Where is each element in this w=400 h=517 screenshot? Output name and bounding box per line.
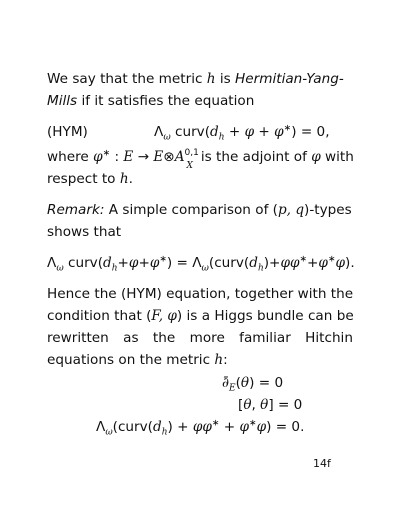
hym-equation: $\Lambda_\omega$ $curv(d_h + \varphi + \varphi^∗) = 0$,	[154, 123, 330, 143]
adjoint-line-1: where φ∗ : E → E⊗A 0,1 X is the adjoint of φ with	[47, 148, 354, 171]
definition-line-1: We say that the metric h is Hermitian-Yang-	[47, 71, 344, 87]
hitchin-equation-1: $\partial̄_E(\theta) = 0$	[222, 375, 284, 394]
adjoint-line-2: respect to h.	[47, 171, 133, 187]
remark-line-1: Remark: A simple comparison of (p, q)-types	[47, 202, 352, 218]
definition-line-2: Mills if it satisfies the equation	[47, 93, 255, 109]
hence-line-3: rewritten as the more familiar Hitchin	[47, 330, 353, 346]
hence-line-2: condition that (F, φ) is a Higgs bundle can be	[47, 308, 354, 324]
hitchin-equation-2: [θ, θ] = 0	[238, 397, 303, 413]
curvature-identity: $\Lambda_\omega$ $curv(d_h+\varphi+\varphi^∗)$ = $\Lambda_\omega(curv(d_h)+\varphi\varphi^∗+\varphi^∗\varphi)$.	[47, 254, 355, 274]
remark-line-2: shows that	[47, 224, 122, 240]
hence-line-4: equations on the metric h:	[47, 352, 228, 368]
page-number: 14f	[313, 457, 331, 470]
hitchin-equation-3: $\Lambda_\omega(curv(d_h) + \varphi\varphi^∗ + \varphi^∗\varphi) = 0$.	[96, 418, 305, 438]
hence-line-1: Hence the (HYM) equation, together with the	[47, 286, 354, 302]
hym-label: (HYM)	[47, 124, 88, 140]
